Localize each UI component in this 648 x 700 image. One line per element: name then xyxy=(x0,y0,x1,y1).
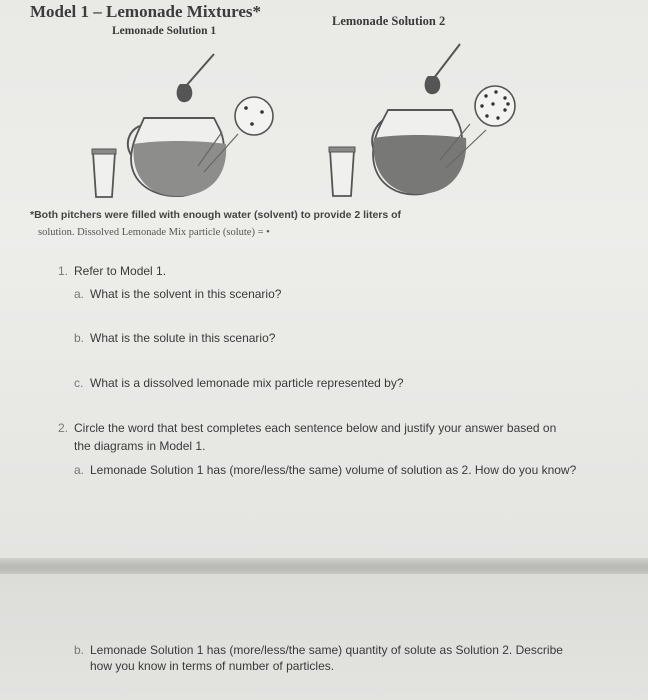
question-2a-text: Lemonade Solution 1 has (more/less/the same) volume of solution as 2. How do you know? xyxy=(90,463,577,477)
question-2b-text-line-1: Lemonade Solution 1 has (more/less/the same) quantity of solute as Solution 2. Describe xyxy=(90,643,563,657)
model-title: Model 1 – Lemonade Mixtures* xyxy=(30,2,262,21)
worksheet-page-lower xyxy=(0,574,648,700)
question-2-number: 2. xyxy=(58,421,69,435)
solution-2-glass xyxy=(329,147,355,196)
solution-2-spoon xyxy=(425,44,460,94)
question-1c-label: c. xyxy=(74,376,84,390)
question-2 xyxy=(58,421,556,435)
question-2b-text-line-2: how you know in terms of number of particles. xyxy=(90,659,335,673)
solution-2-pitcher xyxy=(372,110,466,194)
solution-1-label: Lemonade Solution 1 xyxy=(112,25,217,37)
question-2-text-line-2: the diagrams in Model 1. xyxy=(74,439,206,453)
question-1c xyxy=(74,376,404,390)
question-2a xyxy=(74,463,576,477)
question-1a-text: What is the solvent in this scenario? xyxy=(90,287,282,301)
footnote-line-2: solution. Dissolved Lemonade Mix particle (solute) = • xyxy=(38,227,270,238)
question-1b-label: b. xyxy=(74,331,85,345)
question-1b-text: What is the solute in this scenario? xyxy=(90,331,276,345)
question-2a-label: a. xyxy=(74,463,85,477)
question-1 xyxy=(58,264,166,278)
footnote-line-1: *Both pitchers were filled with enough water (solvent) to provide 2 liters of xyxy=(30,209,402,221)
solution-2-label: Lemonade Solution 2 xyxy=(332,14,446,28)
question-1b xyxy=(74,331,275,345)
question-1-number: 1. xyxy=(58,264,69,278)
question-1-text: Refer to Model 1. xyxy=(74,264,167,278)
solution-2-illustration xyxy=(0,0,648,205)
question-1a-label: a. xyxy=(74,287,85,301)
question-2-text-line-1: Circle the word that best completes each sentence below and justify your answer based on xyxy=(74,421,557,435)
question-1a xyxy=(74,287,281,301)
question-2b xyxy=(74,643,563,657)
question-1c-text: What is a dissolved lemonade mix particle represented by? xyxy=(90,376,404,390)
question-2b-label: b. xyxy=(74,643,85,657)
